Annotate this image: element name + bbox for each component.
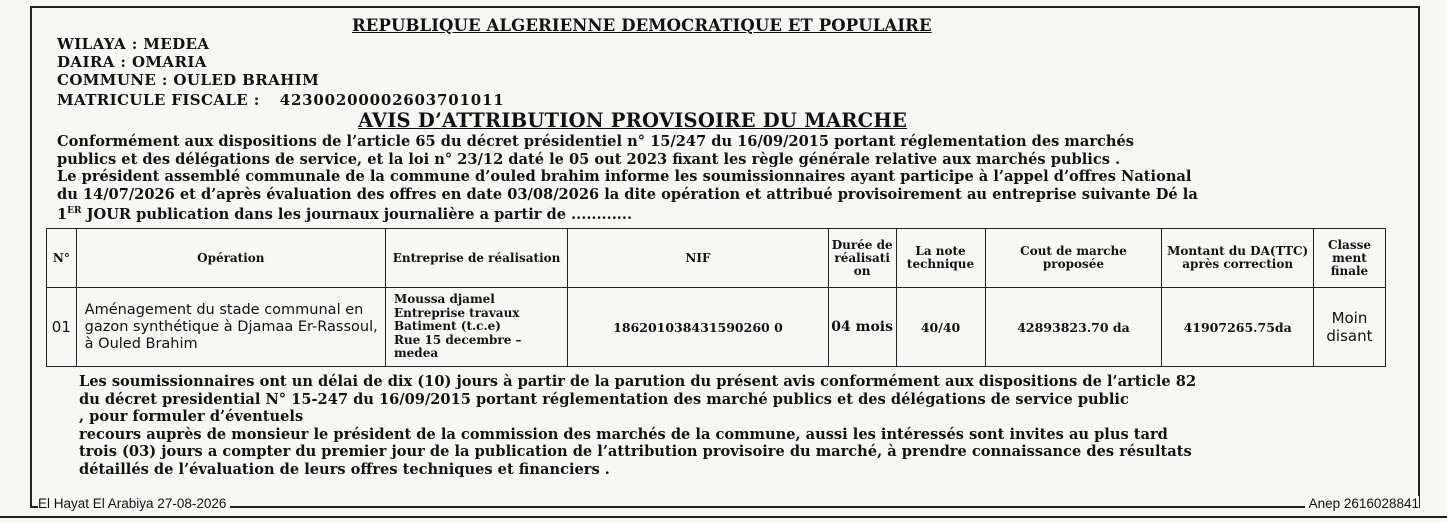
- newspaper-source: El Hayat El Arabiya 27-08-2026: [38, 496, 230, 511]
- cell-montant: 41907265.75da: [1162, 288, 1313, 367]
- footer-rule: [30, 506, 1420, 508]
- commune-line: COMMUNE : OULED BRAHIM: [57, 71, 320, 89]
- intro-line-5-prefix: 1: [57, 205, 68, 223]
- header-montant: Montant du DA(TTC) après correction: [1162, 229, 1313, 288]
- cell-num: 01: [47, 288, 77, 367]
- cell-note: 40/40: [896, 288, 985, 367]
- cell-cout: 42893823.70 da: [985, 288, 1162, 367]
- footer-line-3: , pour formuler d’éventuels: [79, 408, 304, 425]
- entreprise-line: Batiment (t.c.e): [393, 319, 501, 334]
- header-nif: NIF: [568, 229, 829, 288]
- header-entreprise: Entreprise de réalisation: [385, 229, 567, 288]
- intro-line-5-sup: ER: [67, 206, 82, 216]
- cell-entreprise: [385, 288, 567, 367]
- table-row: [47, 288, 1386, 367]
- cell-classement: Moin disant: [1313, 288, 1385, 367]
- intro-line-4: du 14/07/2026 et d’après évaluation des offres en date 03/08/2026 la dite opération et attribué provisoirement au entreprise suivante Dé la: [57, 185, 1198, 203]
- header-operation: Opération: [76, 229, 385, 288]
- intro-line-5: [57, 203, 1377, 223]
- header-classement: Classe ment finale: [1313, 229, 1385, 288]
- footer-line-1: Les soumissionnaires ont un délai de dix (10) jours à partir de la parution du présent avis conformément aux dispositions de l’article 82: [79, 373, 1197, 390]
- bottom-rule: [0, 516, 1447, 518]
- anep-reference: Anep 2616028841: [1305, 496, 1419, 511]
- wilaya-line: WILAYA : MEDEA: [57, 35, 210, 53]
- entreprise-line: Moussa djamel: [393, 292, 495, 307]
- entreprise-line: medea: [393, 346, 439, 361]
- cell-nif: 186201038431590260 0: [568, 288, 829, 367]
- intro-line-2: publics et des délégations de service, et la loi n° 23/12 daté le 05 out 2023 fixant les règle générale relative aux marchés publics .: [57, 150, 1121, 168]
- footer-line-4: recours auprès de monsieur le président de la commission des marchés de la commune, aussi les intéressés sont invites au plus tard: [79, 425, 1168, 443]
- header-num: N°: [47, 229, 77, 288]
- cell-duree: 04 mois: [828, 288, 896, 367]
- republic-title: REPUBLIQUE ALGERIENNE DEMOCRATIQUE ET POPULAIRE: [352, 16, 932, 35]
- cell-operation: Aménagement du stade communal en gazon synthétique à Djamaa Er-Rassoul, à Ouled Brahim: [76, 288, 385, 367]
- notice-title: AVIS D’ATTRIBUTION PROVISOIRE DU MARCHE: [358, 109, 908, 132]
- footer-line-2: du décret presidential N° 15-247 du 16/09/2015 portant réglementation des marché publics et des délégations de service public: [79, 390, 1129, 408]
- daira-line: DAIRA : OMARIA: [57, 53, 207, 71]
- header-note: La note technique: [896, 229, 985, 288]
- intro-line-5-rest: JOUR publication dans les journaux journalière a partir de ............: [81, 205, 633, 223]
- header-cout: Cout de marche proposée: [985, 229, 1162, 288]
- entreprise-line: Rue 15 decembre –: [393, 332, 522, 347]
- table-header-row: [47, 229, 1386, 288]
- intro-line-3: Le président assemblé communale de la commune d’ouled brahim informe les soumissionnaires ayant participe à l’appel d’offres National: [57, 168, 1192, 185]
- intro-paragraph: [57, 133, 1377, 223]
- footer-line-6: détaillés de l’évaluation de leurs offres techniques et financiers .: [79, 460, 610, 478]
- matricule-value: 42300200002603701011: [279, 91, 505, 109]
- footer-line-5: trois (03) jours a compter du premier jour de la publication de l’attribution provisoire du marché, à prendre connaissance des résultats: [79, 443, 1192, 460]
- intro-line-1: Conformément aux dispositions de l’article 65 du décret présidentiel n° 15/247 du 16/09/2015 portant réglementation des marchés: [57, 133, 1135, 150]
- matricule-line: [57, 91, 504, 109]
- entreprise-line: Entreprise travaux: [393, 305, 520, 320]
- header-duree: Durée de réalisati on: [828, 229, 896, 288]
- matricule-label: MATRICULE FISCALE :: [57, 91, 260, 109]
- footer-paragraph: [57, 373, 1377, 478]
- award-table: [46, 228, 1386, 367]
